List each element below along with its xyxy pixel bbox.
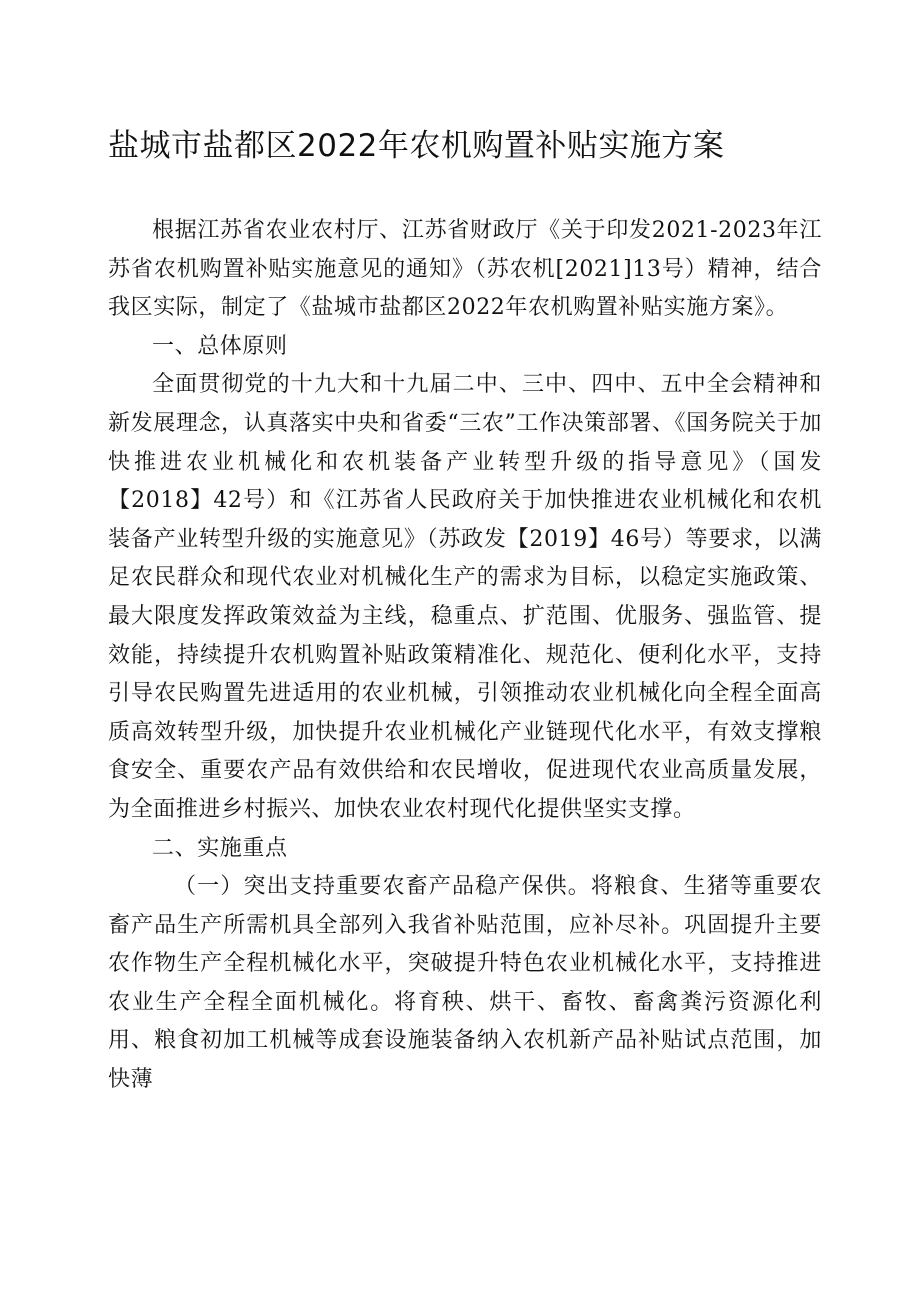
intro-paragraph: 根据江苏省农业农村厅、江苏省财政厅《关于印发2021-2023年江苏省农机购置补贴实施意见的通知》（苏农机[2021]13号）精神，结合我区实际，制定了《盐城市盐都区2022年农机购置补贴实施方案》。 <box>108 218 822 321</box>
key-point-1-paragraph: （一）突出支持重要农畜产品稳产保供。将粮食、生猪等重要农畜产品生产所需机具全部列入我省补贴范围，应补尽补。巩固提升主要农作物生产全程机械化水平，突破提升特色农业机械化水平，支持推进农业生产全程全面机械化。将育秧、烘干、畜牧、畜禽粪污资源化利用、粮食初加工机械等成套设施装备纳入农机新产品补贴试点范围，加快薄 <box>108 874 822 1093</box>
section-heading-principles: 一、总体原则 <box>152 333 288 359</box>
section-heading-key-points: 二、实施重点 <box>152 835 288 861</box>
document-body <box>108 212 822 1100</box>
principles-paragraph: 全面贯彻党的十九大和十九届二中、三中、四中、五中全会精神和新发展理念，认真落实中央和省委“三农”工作决策部署、《国务院关于加快推进农业机械化和农机装备产业转型升级的指导意见》（国发【2018】42号）和《江苏省人民政府关于加快推进农业机械化和农机装备产业转型升级的实施意见》（苏政发【2019】46号）等要求，以满足农民群众和现代农业对机械化生产的需求为目标，以稳定实施政策、最大限度发挥政策效益为主线，稳重点、扩范围、优服务、强监管、提效能，持续提升农机购置补贴政策精准化、规范化、便利化水平，支持引导农民购置先进适用的农业机械，引领推动农业机械化向全程全面高质高效转型升级，加快提升农业机械化产业链现代化水平，有效支撑粮食安全、重要农产品有效供给和农民增收，促进现代农业高质量发展，为全面推进乡村振兴、加快农业农村现代化提供坚实支撑。 <box>108 372 822 822</box>
document-title: 盐城市盐都区2022年农机购置补贴实施方案 <box>108 128 725 164</box>
